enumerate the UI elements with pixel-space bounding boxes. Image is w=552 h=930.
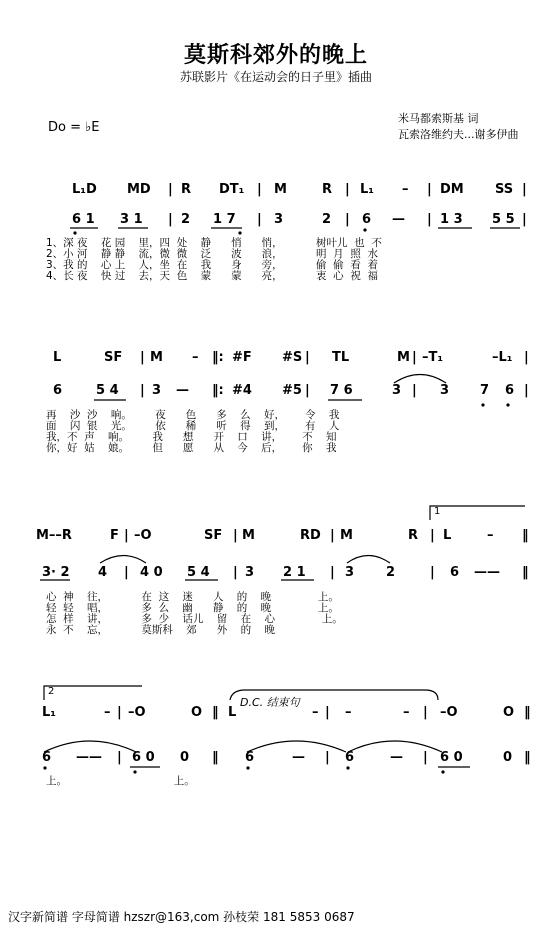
- key-signature: Do = ♭E: [48, 120, 100, 135]
- solfege-token: SS: [495, 182, 514, 197]
- solfege-token: –T₁: [422, 350, 444, 365]
- solfege-token: –: [487, 528, 494, 543]
- solfege-token: M: [397, 350, 410, 365]
- note-token: 2: [322, 212, 332, 227]
- solfege-token: M: [274, 182, 287, 197]
- solfege-token: |: [412, 350, 417, 365]
- solfege-token: TL: [332, 350, 350, 365]
- solfege-token: L₁: [360, 182, 374, 197]
- solfege-token: DM: [440, 182, 464, 197]
- solfege-token: –: [192, 350, 199, 365]
- solfege-token: |: [140, 350, 145, 365]
- note-token: ——: [76, 750, 102, 765]
- solfege-token: |: [430, 528, 435, 543]
- note-token: 3: [345, 565, 355, 580]
- note-token: —: [392, 212, 405, 227]
- solfege-token: L₁: [42, 705, 56, 720]
- note-token: 2: [386, 565, 396, 580]
- note-token: |: [330, 565, 335, 580]
- note-token: 4: [98, 565, 108, 580]
- solfege-token: |: [124, 528, 129, 543]
- solfege-token: DT₁: [219, 182, 245, 197]
- lyric-verse-line: 面 闪 银 光。 依 稀 听 得 到， 有 人: [46, 420, 340, 432]
- solfege-token: |: [233, 528, 238, 543]
- note-token: |: [124, 565, 129, 580]
- lyric-verse-line: 1、深 夜 花 园 里，四 处 静 悄 悄， 树叶儿 也 不: [46, 237, 382, 249]
- solfege-token: |: [423, 705, 428, 720]
- solfege-token: R: [181, 182, 192, 197]
- note-token: 5 4: [187, 565, 210, 580]
- solfege-token: –O: [440, 705, 458, 720]
- note-token: 0: [180, 750, 190, 765]
- song-title: 莫斯科郊外的晚上: [183, 42, 368, 68]
- note-token: 3: [392, 383, 402, 398]
- lyric-verse-line: 心 神 往， 在 这 迷 人 的 晚 上。: [46, 591, 339, 603]
- solfege-token: MD: [127, 182, 151, 197]
- solfege-token: #S: [282, 350, 303, 365]
- note-token: —: [292, 750, 305, 765]
- solfege-token: R: [408, 528, 419, 543]
- solfege-token: M: [340, 528, 353, 543]
- note-token: 4 0: [140, 565, 163, 580]
- note-token: —: [176, 383, 189, 398]
- dc-label: D.C. 结束句: [240, 696, 300, 709]
- volta-2-label: 2: [48, 686, 55, 697]
- note-token: 6 0: [440, 750, 463, 765]
- solfege-token: –L₁: [492, 350, 513, 365]
- note-token: 7: [480, 383, 490, 398]
- note-token: 2 1: [283, 565, 306, 580]
- note-token: |: [233, 565, 238, 580]
- note-token: 5 5: [492, 212, 515, 227]
- solfege-token: –: [345, 705, 352, 720]
- lyric-verse-line: 永 不 忘， 莫斯科 郊 外 的 晚: [46, 624, 275, 636]
- note-token: #5: [282, 383, 302, 398]
- note-token: ‖: [524, 750, 531, 765]
- lyric-verse-line: 再 沙 沙 响。 夜 色 多 么 好， 令 我: [46, 409, 340, 421]
- solfege-token: RD: [300, 528, 321, 543]
- note-token: |: [524, 383, 529, 398]
- solfege-token: |: [305, 350, 310, 365]
- solfege-token: O: [503, 705, 515, 720]
- note-token: 6: [42, 750, 52, 765]
- lyric-verse-line: 怎 样 讲， 多 少 话儿 留 在 心 上。: [46, 613, 343, 625]
- lyric-verse-line: 你，好 姑 娘。 但 愿 从 今 后， 你 我: [46, 442, 337, 454]
- solfege-token: |: [257, 182, 262, 197]
- solfege-token: –: [402, 182, 409, 197]
- note-token: 6: [362, 212, 372, 227]
- note-token: |: [305, 383, 310, 398]
- solfege-token: |: [330, 528, 335, 543]
- solfege-token: SF: [204, 528, 223, 543]
- lyric-verse-line: 2、小 河 静 静 流，微 微 泛 波 浪， 明 月 照 水: [46, 248, 379, 260]
- note-token: 3: [245, 565, 255, 580]
- note-token: 6: [505, 383, 515, 398]
- solfege-token: |: [325, 705, 330, 720]
- solfege-token: SF: [104, 350, 123, 365]
- solfege-token: |: [522, 182, 527, 197]
- solfege-token: M: [242, 528, 255, 543]
- solfege-token: #F: [232, 350, 252, 365]
- solfege-token: M: [150, 350, 163, 365]
- note-token: |: [423, 750, 428, 765]
- lyric-verse-line: 轻 轻 唱， 多 么 幽 静 的 晚 上。: [46, 602, 339, 614]
- composer-credit: 瓦索洛维约夫...谢多伊曲: [398, 128, 519, 141]
- solfege-token: –O: [134, 528, 152, 543]
- note-token: |: [117, 750, 122, 765]
- note-token: 7 6: [330, 383, 353, 398]
- solfege-token: |: [427, 182, 432, 197]
- solfege-token: L₁D: [72, 182, 97, 197]
- note-token: |: [325, 750, 330, 765]
- note-token: 2: [181, 212, 191, 227]
- note-token: |: [140, 383, 145, 398]
- solfege-token: L: [53, 350, 62, 365]
- solfege-token: |: [524, 350, 529, 365]
- lyric-verse-line: 上。 上。: [46, 775, 195, 787]
- note-token: #4: [232, 383, 252, 398]
- solfege-token: M––R: [36, 528, 72, 543]
- note-token: 1 3: [440, 212, 463, 227]
- note-token: ‖: [522, 565, 529, 580]
- note-token: 6 0: [132, 750, 155, 765]
- note-token: 6: [345, 750, 355, 765]
- solfege-token: ‖: [524, 705, 531, 720]
- note-token: 6: [53, 383, 63, 398]
- note-token: |: [412, 383, 417, 398]
- note-token: ‖: [212, 750, 219, 765]
- note-token: 1 7: [213, 212, 236, 227]
- note-token: 3· 2: [42, 565, 70, 580]
- note-token: 5 4: [96, 383, 119, 398]
- solfege-token: L: [228, 705, 237, 720]
- lyricist-credit: 米马都索斯基 词: [398, 112, 479, 125]
- solfege-token: –: [403, 705, 410, 720]
- note-token: 6: [245, 750, 255, 765]
- note-token: 3: [152, 383, 162, 398]
- lyric-verse-line: 我，不 声 响。 我 想 开 口 讲， 不 知: [46, 431, 337, 443]
- note-token: 6: [450, 565, 460, 580]
- note-token: 3: [274, 212, 284, 227]
- note-token: ‖:: [212, 383, 224, 398]
- solfege-token: L: [443, 528, 452, 543]
- solfege-token: –: [104, 705, 111, 720]
- solfege-token: –: [312, 705, 319, 720]
- solfege-token: ‖:: [212, 350, 224, 365]
- note-token: |: [427, 212, 432, 227]
- note-token: 6 1: [72, 212, 95, 227]
- solfege-token: F: [110, 528, 119, 543]
- note-token: ——: [474, 565, 500, 580]
- note-token: 3 1: [120, 212, 143, 227]
- song-subtitle: 苏联影片《在运动会的日子里》插曲: [179, 70, 372, 84]
- solfege-token: ‖: [522, 528, 529, 543]
- note-token: |: [168, 212, 173, 227]
- note-token: |: [345, 212, 350, 227]
- note-token: |: [257, 212, 262, 227]
- solfege-token: O: [191, 705, 203, 720]
- solfege-token: –O: [128, 705, 146, 720]
- note-token: |: [522, 212, 527, 227]
- note-token: —: [390, 750, 403, 765]
- solfege-token: ‖: [212, 705, 219, 720]
- solfege-token: |: [168, 182, 173, 197]
- solfege-token: |: [345, 182, 350, 197]
- volta-1-label: 1: [434, 506, 441, 517]
- footer-contact: 汉字新简谱 字母简谱 hzszr@163,com 孙枝荣 181 5853 0687: [8, 910, 355, 924]
- note-token: 3: [440, 383, 450, 398]
- note-token: 0: [503, 750, 513, 765]
- note-token: |: [430, 565, 435, 580]
- solfege-token: |: [117, 705, 122, 720]
- lyric-verse-line: 4、长 夜 快 过 去，天 色 蒙 蒙 亮， 衷 心 祝 福: [46, 270, 379, 282]
- solfege-token: R: [322, 182, 333, 197]
- lyric-verse-line: 3、我 的 心 上 人，坐 在 我 身 旁， 偷 偷 看 着: [46, 259, 379, 271]
